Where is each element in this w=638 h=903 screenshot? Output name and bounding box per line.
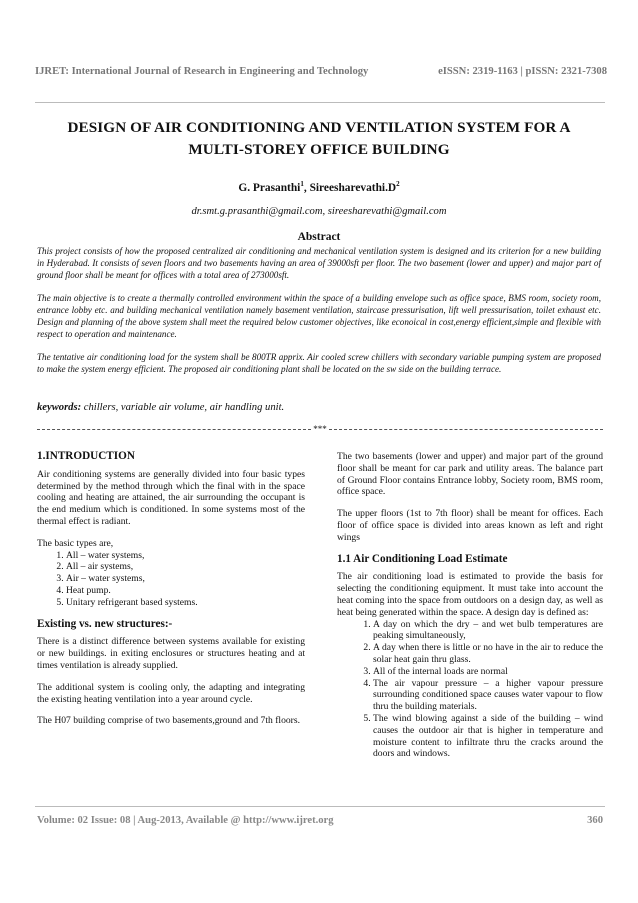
separator-dash-right [329,429,603,430]
system-types-list [37,550,305,609]
existing-structures-heading: Existing vs. new structures:- [37,617,173,630]
body-paragraph: The additional system is cooling only, the adapting and integrating the existing heating ventilation into a year around cycle. [37,681,305,705]
body-paragraph: The basic types are, [37,537,114,549]
body-paragraph: The H07 building comprise of two basements,ground and 7th floors. [37,715,300,727]
section-separator [37,423,603,435]
body-paragraph: The upper floors (1st to 7th floor) shall be meant for offices. Each floor of office space is divided into areas known as left and right wings [337,508,603,543]
abstract-heading: Abstract [297,231,341,243]
body-paragraph: The two basements (lower and upper) and major part of the ground floor shall be meant for car park and utility areas. The balance part of Ground Floor contains Entrance lobby, Society room, BMS room, office space. [337,451,603,498]
abstract-body [37,245,601,385]
left-column [37,451,305,737]
load-estimate-heading: 1.1 Air Conditioning Load Estimate [337,552,508,565]
list-item: 2. All – air systems, [66,561,305,573]
author-1: G. Prasanthi [238,181,301,194]
design-day-list [337,619,603,761]
author-separator: , [303,181,310,194]
author-line [0,180,638,194]
body-paragraph: Air conditioning systems are generally divided into four basic types determined by the method through which the final with in the space cooling and heating are attained, the air surrounding the occupant is the end medium which is conditioned. In some systems most of the thermal effect is radiant. [37,468,305,527]
page-footer [37,815,603,826]
list-item: 1. All – water systems, [66,550,305,562]
author-2-affiliation: 2 [396,180,400,188]
introduction-heading: 1.INTRODUCTION [37,450,135,462]
separator-stars: *** [313,424,327,434]
author-2: Sireesharevathi.D [309,181,397,194]
body-paragraph: There is a distinct difference between systems available for existing or new buildings. in exiting enclosures or structures heating and at times ventilation is already supplied. [37,636,305,671]
body-paragraph: The air conditioning load is estimated to provide the basis for selecting the conditioning equipment. It must take into account the heat coming into the space from outdoors on a design day, as well as heat being generated within the space. A design day is defined as: [337,571,603,618]
paper-title [30,117,608,161]
abstract-paragraph: The main objective is to create a thermally controlled environment within the space of a building envelope such as office space, BMS room, society room, entrance lobby etc. and building mechanical ventilation namely basement ventilation, staircase pressurisation, lift well pressurisation, toilet exhaust etc. Design and planning of the above system shall meet the required below customer objectives, like econoical in cost,energy efficient,simple and flexible with respect to operation and maintenance. [37,292,601,340]
list-item: 4. The air vapour pressure – a higher vapour pressure surrounding conditioned space causes water vapour to flow thru the building materials. [373,678,603,713]
title-line-1: DESIGN OF AIR CONDITIONING AND VENTILATION SYSTEM FOR A [67,119,571,136]
list-item: 5. The wind blowing against a side of the building – wind causes the outdoor air that is higher in temperature and moisture content to infiltrate thru the cracks around the doors and windows. [373,713,603,760]
list-item: 1. A day on which the dry – and wet bulb temperatures are peaking simultaneously, [373,619,603,643]
abstract-paragraph: The tentative air conditioning load for the system shall be 800TR apprix. Air cooled screw chillers with secondary variable pumping system are proposed to make the system energy efficient. The proposed air conditioning plant shall be located on the sw side on the building terrace. [37,351,601,374]
journal-name: IJRET: International Journal of Research in Engineering and Technology [35,66,369,77]
list-item: 3. All of the internal loads are normal [373,666,603,678]
author-1-affiliation: 1 [300,180,304,188]
keywords-text: chillers, variable air volume, air handling unit. [81,402,285,413]
title-line-2: MULTI-STOREY OFFICE BUILDING [188,141,450,158]
list-item: 2. A day when there is little or no have in the air to reduce the solar heat gain thru glass. [373,642,603,666]
footer-rule [35,806,605,807]
author-emails: dr.smt.g.prasanthi@gmail.com, sireesharevathi@gmail.com [191,206,447,217]
list-item: 5. Unitary refrigerant based systems. [66,597,305,609]
journal-header [35,66,607,77]
separator-dash-left [37,429,311,430]
volume-info: Volume: 02 Issue: 08 | Aug-2013, Available @ http://www.ijret.org [37,815,334,826]
keywords [37,402,603,413]
header-rule [35,102,605,103]
issn-info: eISSN: 2319-1163 | pISSN: 2321-7308 [438,66,607,77]
page-number: 360 [587,815,603,826]
list-item: 3. Air – water systems, [66,573,305,585]
list-item: 4. Heat pump. [66,585,305,597]
abstract-paragraph: This project consists of how the proposed centralized air conditioning and mechanical ventilation system is designed and its criterion for a new building in Hyderabad. It consists of seven floors and two basements having an area of 39000sft per floor. The two basement (lower and upper) and major part of ground floor shall be meant for offices with a total area of 273000sft. [37,246,601,281]
right-column [337,451,603,770]
keywords-label: keywords: [37,402,82,413]
